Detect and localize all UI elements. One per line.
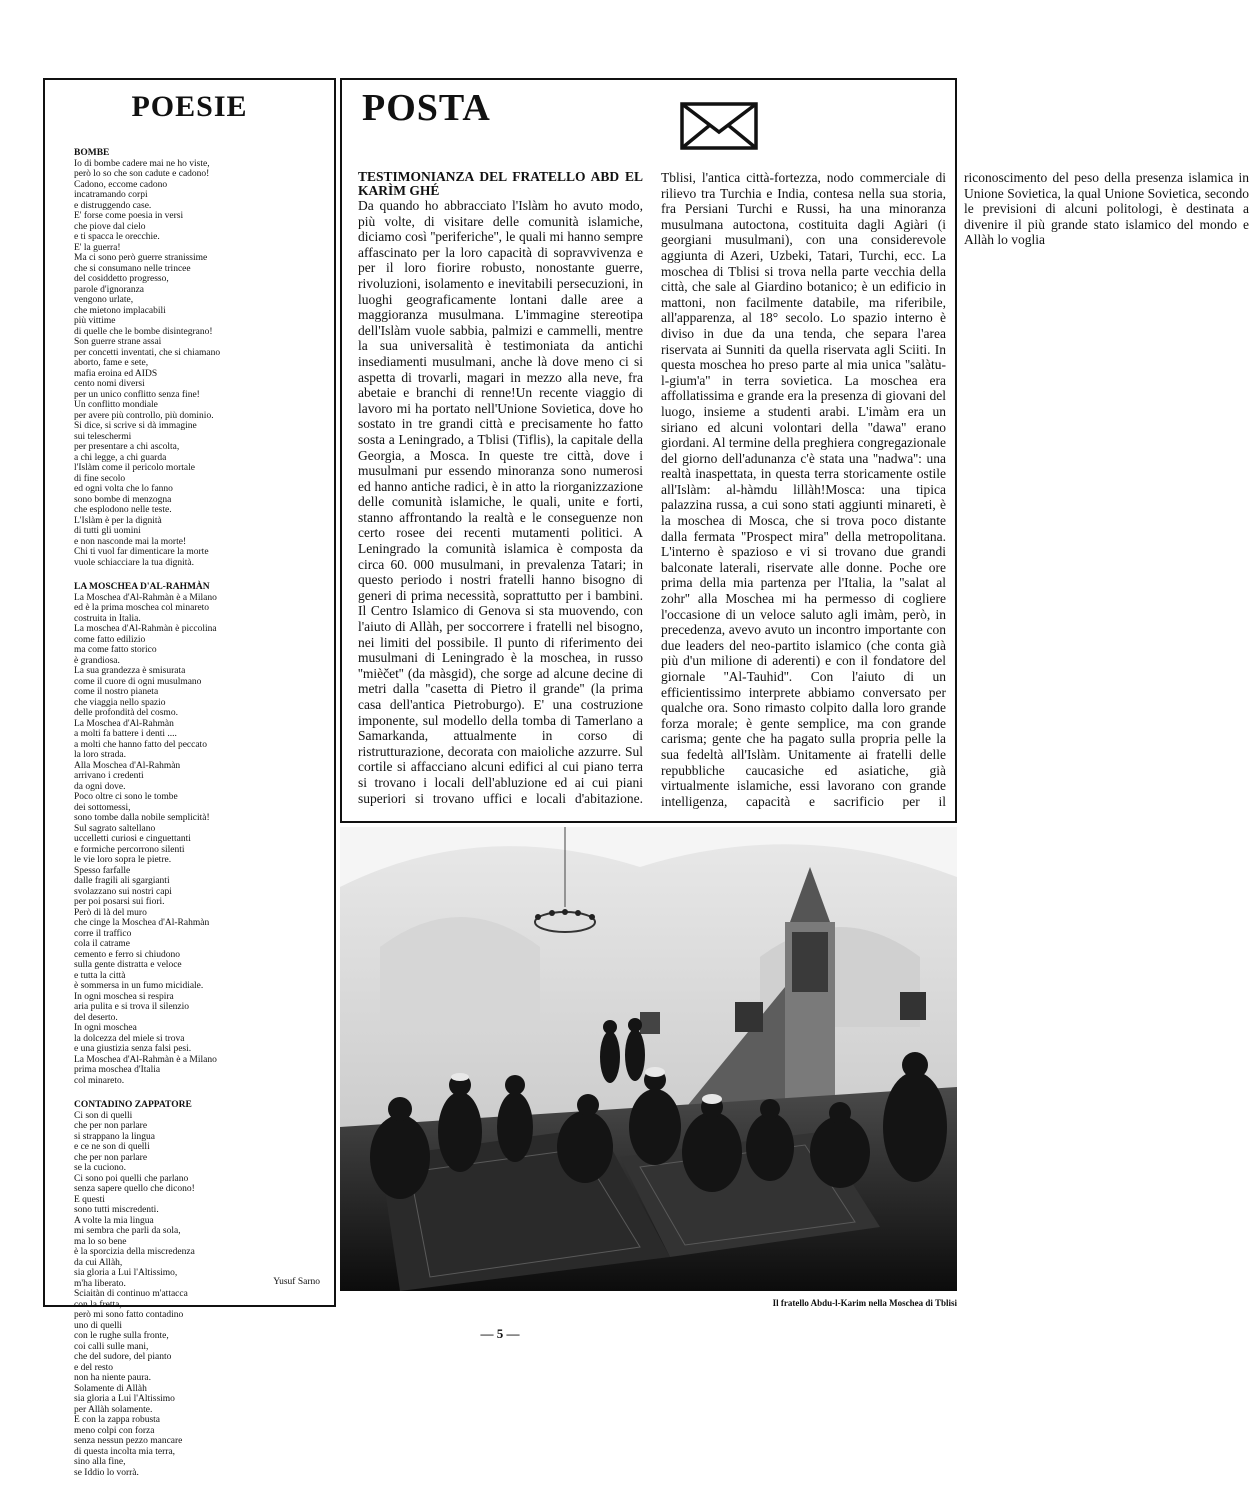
poem bbox=[74, 1100, 326, 1478]
poem-title: BOMBE bbox=[74, 148, 110, 158]
posta-heading: POSTA bbox=[362, 87, 491, 129]
photo-caption: Il fratello Abdu-l-Karim nella Moschea di Tblisi bbox=[772, 1298, 957, 1308]
mosque-photo bbox=[340, 827, 957, 1291]
letter-article bbox=[358, 169, 1249, 820]
mosque-interior-image bbox=[340, 827, 957, 1291]
poem-title: CONTADINO ZAPPATORE bbox=[74, 1100, 192, 1110]
poem-text: Io di bombe cadere mai ne ho viste, però lo so che son cadute e cadono! Cadono, eccome cadono incatramando corpi e distruggendo case. E' forse come poesia in versi che piove dal cielo e ti spacca le orecchie. E' la guerra! Ma ci sono però guerre stranissime che si consumano nelle trincee del cosiddetto progresso, parole d'ignoranza vengono urlate, che mietono implacabili più vittime di quelle che le bombe disintegrano! Son guerre strane assai per concetti inventati, che si chiamano aborto, fame e sete, mafia eroina ed AIDS cento nomi diversi per un unico conflitto senza fine! Un conflitto mondiale per avere più controllo, più dominio. Si dice, si scrive si dà immagine sui teleschermi per presentare a chi ascolta, a chi legge, a chi guarda l'Islàm come il pericolo mortale di fine secolo ed ogni volta che lo fanno sono bombe di menzogna che esplodono nelle teste. L'Islàm è per la dignità di tutti gli uomini e non nasconde mai la morte! Chi ti vuol far dimenticare la morte vuole schiacciare la tua dignità. bbox=[74, 158, 221, 568]
poem-author: Yusuf Sarno bbox=[273, 1277, 320, 1287]
poesie-heading: POESIE bbox=[131, 90, 248, 123]
page-number: — 5 — bbox=[480, 1326, 520, 1341]
poem-text: La Moschea d'Al-Rahmàn è a Milano ed è la prima moschea col minareto costruita in Italia. La moschea d'Al-Rahmàn è piccolina come fatto edilizio ma come fatto storico è grandiosa. La sua grandezza è smisurata come il cuore di ogni musulmano come il nostro pianeta che viaggia nello spazio delle profondità del cosmo. La Moschea d'Al-Rahmàn a molti fa battere i denti .... a molti che hanno fatto del peccato la loro strada. Alla Moschea d'Al-Rahmàn arrivano i credenti da ogni dove. Poco oltre ci sono le tombe dei sottomessi, sono tombe dalla nobile semplicità! Sul sagrato saltellano uccelletti curiosi e cinguettanti e formiche percorrono silenti le vie loro sopra le pietre. Spesso farfalle dalle fragili ali sgargianti svolazzano sui nostri capi per poi posarsi sui fiori. Però di là del muro che cinge la Moschea d'Al-Rahmàn corre il traffico cola il catrame cemento e ferro si chiudono sulla gente distratta e veloce e tutta la città è sommersa in un fumo micidiale. In ogni moschea si respira aria pulita e si trova il silenzio del deserto. In ogni moschea la dolcezza del miele si trova e una giustizia senza falsi pesi. La Moschea d'Al-Rahmàn è a Milano prima moschea d'Italia col minareto. bbox=[74, 592, 217, 1086]
poems-list bbox=[74, 148, 326, 1492]
poem-title: LA MOSCHEA D'AL-RAHMÀN bbox=[74, 582, 210, 592]
poem bbox=[74, 148, 326, 568]
envelope-icon bbox=[680, 102, 758, 150]
letter-title: TESTIMONIANZA DEL FRATELLO ABD EL KARÌM GHÉ bbox=[358, 169, 643, 198]
letter-body: Da quando ho abbracciato l'Islàm ho avuto modo, più volte, di visitare delle comunità islamiche, diciamo così ''periferiche'', le quali mi hanno sempre affascinato per la loro capacità di sopravvivenza e per il loro fiorire robusto, nonostante guerre, rivoluzioni, isolamento e inevitabili persecuzioni, in luoghi geograficamente lontani dalle aree a maggioranza musulmana. L'immagine stereotipa dell'Islàm vuole sabbia, palmizi e cammelli, mentre la sua universalità è testimoniata da antichi insediamenti musulmani, anche là dove meno ci si aspetta di trovarli, magari in mezzo alla neve, fra abetaie e branchi di renne!Un recente viaggio di lavoro mi ha portato nell'Unione Sovietica, dove ho sostato in tre grandi città e precisamente ho fatto sosta a Leningrado, a Tblisi (Tiflis), la capitale della Georgia, a Mosca. In queste tre città, dove i musulmani pur essendo minoranza sono numerosi ed hanno antiche radici, è in atto la riorganizzazione delle comunità islamiche, le quali, unite e forti, stanno affrontando la realtà e le conseguenze non certo rosee dei recenti mutamenti politici. A Leningrado la comunità islamica è composta da circa 60. 000 musulmani, in prevalenza Tatari; in questo periodo i nostri fratelli hanno bisogno di generi di prima necessità, soprattutto per i bambini. Il Centro Islamico di Genova si sta muovendo, con l'aiuto di Allàh, per soccorrere i fratelli nel bisogno, nei limiti del possibile. Il punto di riferimento dei musulmani di Leningrado è la moschea, in russo ''mièčet'' (da màsgid), che sorge ad alcune decine di metri dalla ''casetta di Pietro il grande'' (la prima casa dell'antica Pietroburgo). E' una costruzione imponente, sul modello della tomba di Tamerlano a Samarkanda, attualmente in corso di ristrutturazione, decorata con maioliche azzurre. Sul cortile si affacciano alcuni edifici al cui piano terra si trovano i locali dell'abluzione ed ai cui piani superiori si trovano uffici e locali d'abitazione. Tblisi, l'antica città-fortezza, nodo commerciale di rilievo tra Turchia e India, contesa nella sua storia, fra Persiani Turchi e Russi, ha una minoranza musulmana autoctona, costituita dagli Agiàri (i georgiani musulmani), con una considerevole aggiunta di Azeri, Uzbeki, Tatari, Turchi, ecc. La moschea di Tblisi si trova nella parte vecchia della città, che sale al Giardino botanico; è un edificio in mattoni, non facilmente databile, ma riferibile, all'apparenza, al 18° secolo. Lo spazio interno è diviso in due da una tenda, che separa l'area riservata ai Sunniti da quella riservata agli Sciiti. In questa moschea ho preso parte al mia unica ''salàtu-l-gium'a'' in terra sovietica. La moschea era affollatissima e grande era la presenza di giovani del luogo, insieme a studenti arabi. L'imàm era un siriano ed alcuni volontari della ''dawa'' erano giordani. Al termine della preghiera congregazionale del giorno dell'adunanza c'è stata una ''nadwa'': una realtà inaspettata, in questa terra storicamente ostile all'Islàm: al-hàmdu lillàh!Mosca: una tipica palazzina russa, a cui sono stati aggiunti minareti, è la moschea di Mosca, che si trova poco distante dalla fermata ''Prospect mira'' della metropolitana. L'interno è spazioso e vi si trovano due grandi balconate laterali, riservate alle donne. Poche ore prima della mia partenza per l'Italia, la ''salat al zohr'' alla Moschea mi ha permesso di cogliere l'occasione di un veloce saluto agli imàm, però, in precedenza, avevo avuto un incontro importante con due leaders del neo-partito islamico (che conta già più d'un milione di aderenti) e con il fondatore del giornale ''Al-Tauhid''. Con l'aiuto di un efficientissimo interprete abbiamo conversato per qualche ora. Sono rimasto colpito dalla loro grande forza morale; è gente semplice, ma con grande carisma; gente che ha pagato sulla propria pelle la sua fedeltà all'Islàm. Unitamente ai fratelli delle repubbliche caucasiche ed asiatiche, già virtualmente islamiche, essi lavorano con grande intelligenza, capacità e sacrificio per il riconoscimento del peso della presenza islamica in Unione Sovietica, la qual Unione Sovietica, secondo le previsioni di alcuni politologi, è destinata a divenire il più grande stato islamico del mondo e Allàh lo voglia bbox=[358, 170, 1249, 809]
poem bbox=[74, 582, 326, 1086]
poem-text: Ci son di quelli che per non parlare si strappano la lingua e ce ne son di quelli che per non parlare se la cuciono. Ci sono poi quelli che parlano senza sapere quello che dicono! E questi sono tutti miscredenti. A volte la mia lingua mi sembra che parli da sola, ma lo so bene è la sporcizia della miscredenza da cui Allàh, sia gloria a Lui l'Altissimo, m'ha liberato. Sciaitàn di continuo m'attacca con la fretta, però mi sono fatto contadino uno di quelli con le rughe sulla fronte, coi calli sulle mani, che del sudore, del pianto e del resto non ha niente paura. Solamente di Allàh sia gloria a Lui l'Altissimo per Allàh solamente. E con la zappa robusta meno colpi con forza senza nessun pezzo mancare di questa incolta mia terra, sino alla fine, se Iddio lo vorrà. bbox=[74, 1110, 195, 1478]
posta-section bbox=[340, 78, 1249, 823]
poesie-section bbox=[43, 78, 336, 1478]
